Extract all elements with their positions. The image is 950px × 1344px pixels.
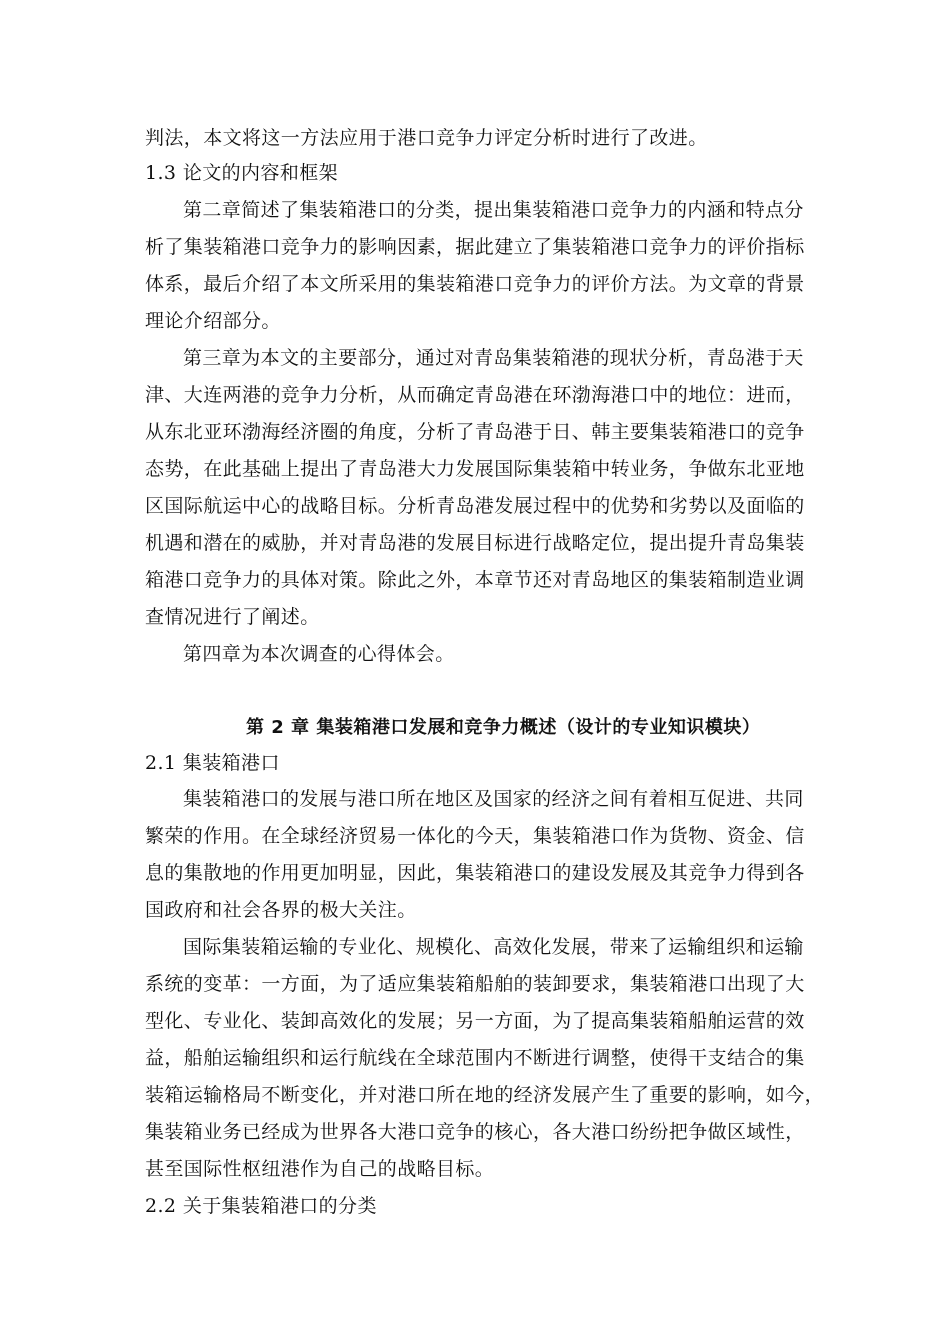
paragraph-first-line: 集装箱港口的发展与港口所在地区及国家的经济之间有着相互促进、共同 — [183, 788, 804, 810]
body-text-line: 繁荣的作用。在全球经济贸易一体化的今天，集装箱港口作为货物、资金、信 — [145, 825, 805, 847]
paragraph-first-line: 国际集装箱运输的专业化、规模化、高效化发展，带来了运输组织和运输 — [183, 936, 804, 958]
paragraph-first-line: 第三章为本文的主要部分，通过对青岛集装箱港的现状分析，青岛港于天 — [183, 347, 804, 369]
body-text-line: 型化、专业化、装卸高效化的发展；另一方面，为了提高集装箱船舶运营的效 — [145, 1010, 805, 1032]
section-heading: 2.2 关于集装箱港口的分类 — [145, 1195, 377, 1217]
body-text-line: 机遇和潜在的威胁，并对青岛港的发展目标进行战略定位，提出提升青岛集装 — [145, 532, 805, 554]
body-text-line: 体系，最后介绍了本文所采用的集装箱港口竞争力的评价方法。为文章的背景 — [145, 273, 805, 295]
body-text-line: 析了集装箱港口竞争力的影响因素，据此建立了集装箱港口竞争力的评价指标 — [145, 236, 805, 258]
body-text-line: 集装箱业务已经成为世界各大港口竞争的核心，各大港口纷纷把争做区域性， — [145, 1121, 805, 1143]
body-text-line: 判法，本文将这一方法应用于港口竞争力评定分析时进行了改进。 — [145, 127, 708, 149]
body-text-line: 系统的变革：一方面，为了适应集装箱船舶的装卸要求，集装箱港口出现了大 — [145, 973, 805, 995]
paragraph-first-line: 第四章为本次调查的心得体会。 — [183, 643, 455, 665]
body-text-line: 从东北亚环渤海经济圈的角度，分析了青岛港于日、韩主要集装箱港口的竞争 — [145, 421, 805, 443]
body-text-line: 区国际航运中心的战略目标。分析青岛港发展过程中的优势和劣势以及面临的 — [145, 495, 805, 517]
body-text-line: 国政府和社会各界的极大关注。 — [145, 899, 417, 921]
paragraph-first-line: 第二章简述了集装箱港口的分类，提出集装箱港口竞争力的内涵和特点分 — [183, 199, 804, 221]
body-text-line: 津、大连两港的竞争力分析，从而确定青岛港在环渤海港口中的地位：进而， — [145, 384, 805, 406]
body-text-line: 息的集散地的作用更加明显，因此，集装箱港口的建设发展及其竞争力得到各 — [145, 862, 805, 884]
body-text-line: 甚至国际性枢纽港作为自己的战略目标。 — [145, 1158, 495, 1180]
chapter-title: 第 2 章 集装箱港口发展和竞争力概述（设计的专业知识模块） — [246, 717, 761, 738]
section-heading: 2.1 集装箱港口 — [145, 752, 280, 774]
body-text-line: 理论介绍部分。 — [145, 310, 281, 332]
body-text-line: 装箱运输格局不断变化，并对港口所在地的经济发展产生了重要的影响，如今， — [145, 1084, 825, 1106]
body-text-line: 益，船舶运输组织和运行航线在全球范围内不断进行调整，使得干支结合的集 — [145, 1047, 805, 1069]
section-heading: 1.3 论文的内容和框架 — [145, 162, 339, 184]
body-text-line: 箱港口竞争力的具体对策。除此之外，本章节还对青岛地区的集装箱制造业调 — [145, 569, 805, 591]
body-text-line: 查情况进行了阐述。 — [145, 606, 320, 628]
body-text-line: 态势，在此基础上提出了青岛港大力发展国际集装箱中转业务，争做东北亚地 — [145, 458, 805, 480]
